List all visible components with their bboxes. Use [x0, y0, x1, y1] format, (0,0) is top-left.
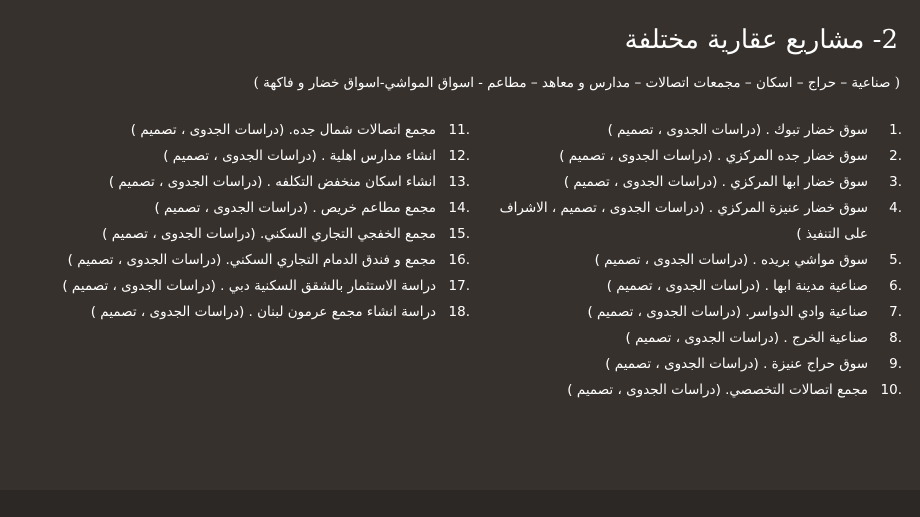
- item-number: 17.: [448, 278, 470, 294]
- list-item: [484, 299, 902, 325]
- item-text: سوق خضار جده المركزي . (دراسات الجدوى ، تصميم ): [559, 148, 868, 164]
- list-item: [484, 143, 902, 169]
- item-text: صناعية وادي الدواسر. (دراسات الجدوى ، تصميم ): [587, 304, 868, 320]
- list-item: [484, 169, 902, 195]
- list-item: [484, 247, 902, 273]
- list-item: [484, 273, 902, 299]
- item-text: مجمع اتصالات شمال جده. (دراسات الجدوى ، تصميم ): [130, 122, 436, 138]
- item-text: انشاء مدارس اهلية . (دراسات الجدوى ، تصميم ): [163, 148, 436, 164]
- item-text: مجمع و فندق الدمام التجاري السكني. (دراسات الجدوى ، تصميم ): [67, 252, 436, 268]
- item-text: سوق مواشي بريده . (دراسات الجدوى ، تصميم ): [594, 252, 868, 268]
- slide-title: 2- مشاريع عقارية مختلفة: [624, 25, 898, 55]
- item-text: دراسة الاستثمار بالشقق السكنية دبي . (دراسات الجدوى ، تصميم ): [62, 278, 436, 294]
- item-number: 10.: [880, 382, 902, 398]
- item-number: 8.: [889, 330, 902, 346]
- list-item: [30, 273, 470, 299]
- slide-subtitle: ( صناعية – حراج – اسكان – مجمعات اتصالات – مدارس و معاهد – مطاعم - اسواق المواشي-اسواق خضار و فاكهة ): [253, 75, 900, 91]
- item-number: 6.: [889, 278, 902, 294]
- item-number: 3.: [889, 174, 902, 190]
- list-item: [30, 299, 470, 325]
- item-text: دراسة انشاء مجمع عرمون لبنان . (دراسات الجدوى ، تصميم ): [90, 304, 436, 320]
- list-item: [484, 377, 902, 403]
- item-number: 16.: [448, 252, 470, 268]
- item-number: 18.: [448, 304, 470, 320]
- item-number: 7.: [889, 304, 902, 320]
- item-number: 14.: [448, 200, 470, 216]
- item-number: 15.: [448, 226, 470, 242]
- footer-band: [0, 490, 920, 517]
- item-text: صناعية مدينة ابها . (دراسات الجدوى ، تصميم ): [606, 278, 868, 294]
- item-text: صناعية الخرج . (دراسات الجدوى ، تصميم ): [625, 330, 868, 346]
- list-item: [30, 195, 470, 221]
- item-text: مجمع اتصالات التخصصي. (دراسات الجدوى ، تصميم ): [567, 382, 868, 398]
- item-text: مجمع مطاعم خريص . (دراسات الجدوى ، تصميم ): [154, 200, 436, 216]
- list-item: [484, 351, 902, 377]
- list-item: [30, 117, 470, 143]
- item-text: سوق حراج عنيزة . (دراسات الجدوى ، تصميم ): [605, 356, 868, 372]
- project-list-left: [30, 117, 470, 325]
- item-number: 9.: [889, 356, 902, 372]
- item-number: 4.: [889, 200, 902, 216]
- item-number: 1.: [889, 122, 902, 138]
- list-item: [30, 169, 470, 195]
- item-text: مجمع الخفجي التجاري السكني. (دراسات الجدوى ، تصميم ): [102, 226, 436, 242]
- list-item: [30, 247, 470, 273]
- item-number: 12.: [448, 148, 470, 164]
- item-number: 11.: [448, 122, 470, 138]
- item-text: سوق خضار ابها المركزي . (دراسات الجدوى ، تصميم ): [563, 174, 868, 190]
- list-item: [30, 143, 470, 169]
- list-item: [484, 195, 902, 247]
- item-text: انشاء اسكان منخفض التكلفه . (دراسات الجدوى ، تصميم ): [108, 174, 436, 190]
- project-list-right: [484, 117, 902, 403]
- item-number: 2.: [889, 148, 902, 164]
- item-number: 5.: [889, 252, 902, 268]
- item-number: 13.: [448, 174, 470, 190]
- item-text: سوق خضار تبوك . (دراسات الجدوى ، تصميم ): [607, 122, 868, 138]
- item-text: سوق خضار عنيزة المركزي . (دراسات الجدوى ، تصميم ، الاشراف على التنفيذ ): [499, 200, 868, 242]
- list-item: [484, 325, 902, 351]
- list-item: [484, 117, 902, 143]
- list-item: [30, 221, 470, 247]
